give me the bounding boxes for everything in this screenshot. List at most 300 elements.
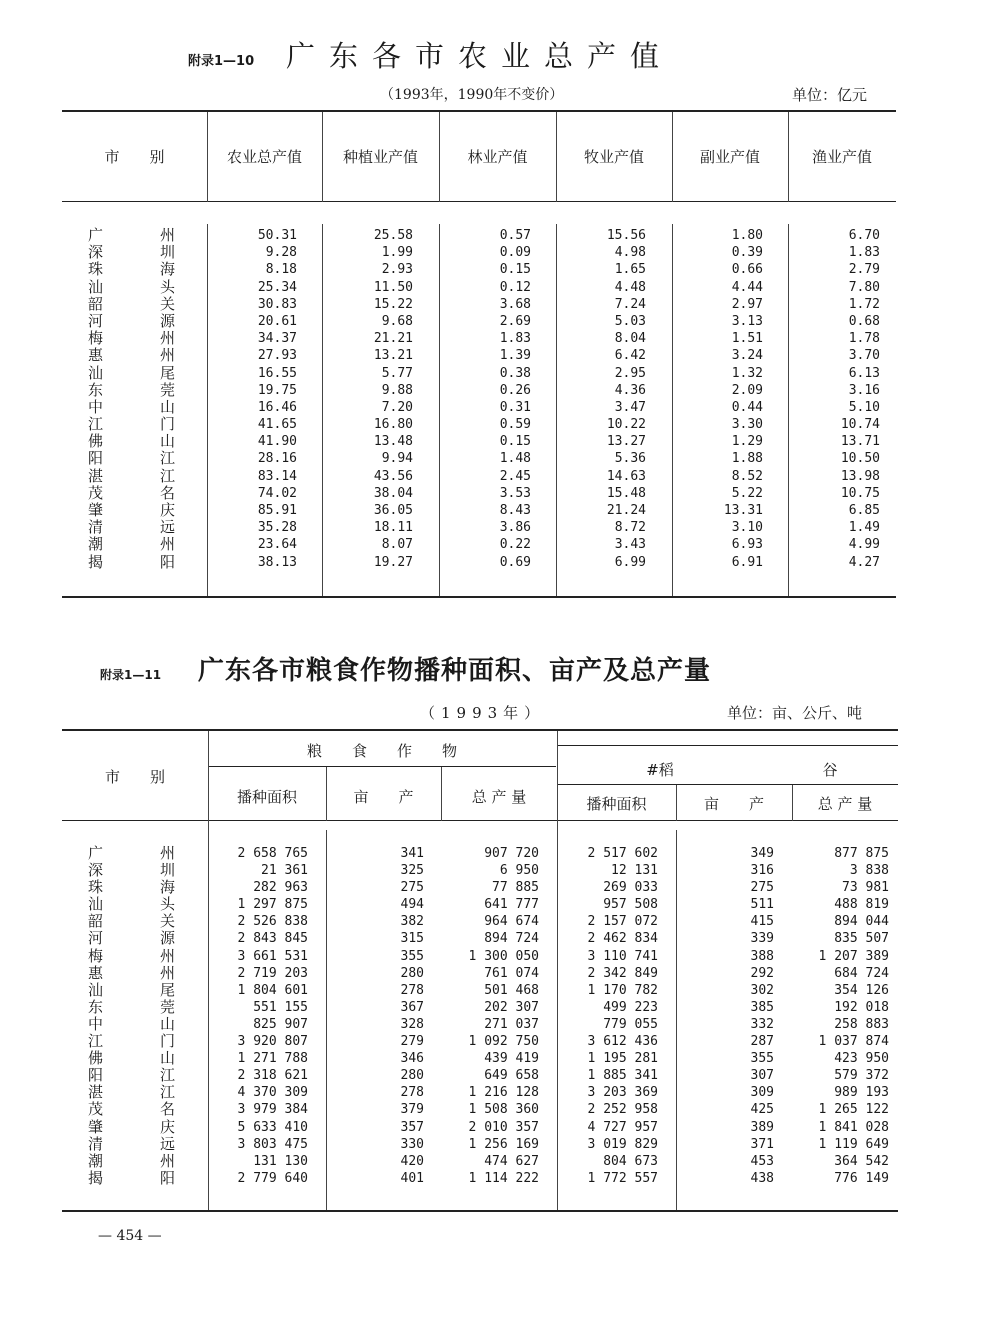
table2-column-rice-output bbox=[792, 845, 889, 1187]
city-char: 门 bbox=[160, 1032, 176, 1051]
table-cell: 3.86 bbox=[499, 520, 531, 536]
table-cell: 488 819 bbox=[834, 897, 889, 913]
table-cell: 1 119 649 bbox=[818, 1136, 889, 1152]
table-cell: 28.16 bbox=[257, 451, 297, 467]
city-char: 山 bbox=[160, 397, 176, 416]
table-cell: 85.91 bbox=[257, 503, 297, 518]
table-cell: 894 724 bbox=[484, 931, 539, 947]
city-char: 珠 bbox=[88, 878, 104, 897]
table-cell: 41.90 bbox=[257, 434, 297, 450]
table-cell: 0.12 bbox=[499, 279, 531, 295]
table2-sub-yield: 亩 产 bbox=[353, 788, 414, 806]
table-cell: 877 875 bbox=[834, 846, 889, 861]
table-cell: 7.20 bbox=[381, 399, 413, 415]
table-cell: 779 055 bbox=[603, 1016, 658, 1032]
table-cell: 1.49 bbox=[848, 520, 880, 536]
table-cell: 15.48 bbox=[606, 485, 646, 501]
table-cell: 2 719 203 bbox=[237, 965, 308, 981]
table-cell: 4.36 bbox=[614, 382, 646, 398]
city-char: 尾 bbox=[160, 980, 176, 999]
table-cell: 1 170 782 bbox=[587, 982, 658, 998]
table-cell: 4.44 bbox=[731, 279, 763, 295]
table-cell: 425 bbox=[750, 1102, 774, 1118]
table-cell: 8.07 bbox=[381, 537, 413, 553]
table-cell: 382 bbox=[400, 914, 424, 930]
city-char: 州 bbox=[160, 844, 176, 862]
table-cell: 1 092 750 bbox=[468, 1034, 539, 1050]
table-cell: 3.43 bbox=[614, 537, 646, 553]
table-cell: 355 bbox=[400, 948, 424, 964]
table-cell: 355 bbox=[750, 1051, 774, 1067]
table-cell: 8.18 bbox=[265, 262, 297, 278]
city-char: 圳 bbox=[160, 861, 176, 880]
table-cell: 761 074 bbox=[484, 965, 539, 981]
table1-city-first-chars bbox=[88, 227, 103, 571]
table-cell: 8.43 bbox=[499, 503, 531, 518]
table-cell: 2.97 bbox=[731, 296, 763, 312]
table2-note: （1993年） bbox=[420, 704, 546, 722]
table2-column-rice-yield bbox=[676, 845, 774, 1187]
table-cell: 10.50 bbox=[840, 451, 880, 467]
city-char: 惠 bbox=[88, 963, 104, 982]
city-char: 佛 bbox=[88, 1049, 104, 1068]
table-cell: 7.24 bbox=[614, 296, 646, 312]
table-cell: 1 265 122 bbox=[818, 1102, 889, 1118]
table-cell: 38.13 bbox=[257, 554, 297, 570]
table-cell: 957 508 bbox=[603, 897, 658, 913]
table-cell: 4 727 957 bbox=[587, 1119, 658, 1135]
city-char: 州 bbox=[160, 346, 176, 365]
table-cell: 0.15 bbox=[499, 262, 531, 278]
table1-header-crop: 种植业产值 bbox=[342, 148, 418, 166]
table-cell: 3 612 436 bbox=[587, 1034, 658, 1050]
table2-subgroup-rule-right bbox=[558, 784, 898, 785]
city-char: 源 bbox=[160, 929, 176, 948]
table-cell: 38.04 bbox=[373, 485, 413, 501]
city-char: 茂 bbox=[88, 1100, 104, 1119]
city-char: 州 bbox=[160, 226, 176, 244]
table-cell: 389 bbox=[750, 1119, 774, 1135]
table-cell: 7.80 bbox=[848, 279, 880, 295]
city-char: 山 bbox=[160, 432, 176, 451]
table-cell: 1 300 050 bbox=[468, 948, 539, 964]
table-cell: 2.69 bbox=[499, 313, 531, 329]
table-cell: 438 bbox=[750, 1170, 774, 1186]
table-cell: 3 838 bbox=[849, 863, 889, 879]
table-cell: 3.30 bbox=[731, 417, 763, 433]
table-cell: 330 bbox=[400, 1136, 424, 1152]
table-cell: 3 203 369 bbox=[587, 1085, 658, 1101]
table-cell: 2.79 bbox=[848, 262, 880, 278]
table-cell: 5.36 bbox=[614, 451, 646, 467]
table-cell: 385 bbox=[750, 999, 774, 1015]
table2-header-rule bbox=[62, 820, 898, 821]
table-cell: 307 bbox=[750, 1068, 774, 1084]
table-cell: 73 981 bbox=[842, 880, 889, 896]
table-cell: 3.70 bbox=[848, 348, 880, 364]
city-char: 州 bbox=[160, 946, 176, 965]
table1-column-crop bbox=[322, 227, 413, 571]
table1-column-forestry bbox=[439, 227, 531, 571]
table-cell: 13.31 bbox=[723, 503, 763, 518]
city-char: 江 bbox=[160, 1066, 176, 1085]
table-cell: 10.22 bbox=[606, 417, 646, 433]
table-cell: 423 950 bbox=[834, 1051, 889, 1067]
table-cell: 1.65 bbox=[614, 262, 646, 278]
table-cell: 21 361 bbox=[261, 863, 308, 879]
table-cell: 3.47 bbox=[614, 399, 646, 415]
table-cell: 0.39 bbox=[731, 245, 763, 261]
table-cell: 8.04 bbox=[614, 331, 646, 347]
table-cell: 415 bbox=[750, 914, 774, 930]
table2-column-grain-output bbox=[441, 845, 539, 1187]
table-cell: 964 674 bbox=[484, 914, 539, 930]
table-cell: 83.14 bbox=[257, 468, 297, 484]
table1-city-second-chars bbox=[160, 227, 175, 571]
table-cell: 579 372 bbox=[834, 1068, 889, 1084]
table-cell: 3.13 bbox=[731, 313, 763, 329]
table-cell: 1.51 bbox=[731, 331, 763, 347]
table-cell: 3 661 531 bbox=[237, 948, 308, 964]
table-cell: 5.10 bbox=[848, 399, 880, 415]
city-char: 庆 bbox=[160, 501, 176, 519]
table-cell: 339 bbox=[750, 931, 774, 947]
table-cell: 2 462 834 bbox=[587, 931, 658, 947]
table2-sub-area: 播种面积 bbox=[236, 788, 297, 806]
table-cell: 1.29 bbox=[731, 434, 763, 450]
table-cell: 275 bbox=[750, 880, 774, 896]
table1-header-city: 市 别 bbox=[104, 148, 165, 166]
city-char: 潮 bbox=[88, 1151, 104, 1170]
city-char: 州 bbox=[160, 1151, 176, 1170]
table1-header-livestock: 牧业产值 bbox=[583, 148, 644, 166]
city-char: 茂 bbox=[88, 483, 104, 502]
table-cell: 13.21 bbox=[373, 348, 413, 364]
city-char: 尾 bbox=[160, 363, 176, 382]
table-cell: 34.37 bbox=[257, 331, 297, 347]
table-cell: 825 907 bbox=[253, 1016, 308, 1032]
table-cell: 6.13 bbox=[848, 365, 880, 381]
table1-column-fishery bbox=[788, 227, 880, 571]
table2-sub-output: 总 产 量 bbox=[471, 788, 527, 806]
table1-header-total: 农业总产值 bbox=[226, 148, 302, 166]
city-char: 江 bbox=[88, 1032, 104, 1051]
table-cell: 271 037 bbox=[484, 1016, 539, 1032]
city-char: 肇 bbox=[88, 501, 104, 519]
table-cell: 453 bbox=[750, 1153, 774, 1169]
table1-note: （1993年，1990年不变价） bbox=[380, 87, 564, 103]
table-cell: 275 bbox=[400, 880, 424, 896]
table1-prefix: 附录1—10 bbox=[188, 54, 255, 69]
table-cell: 1.99 bbox=[381, 245, 413, 261]
table-cell: 14.63 bbox=[606, 468, 646, 484]
table-cell: 804 673 bbox=[603, 1153, 658, 1169]
table-cell: 23.64 bbox=[257, 537, 297, 553]
city-char: 潮 bbox=[88, 535, 104, 554]
city-char: 珠 bbox=[88, 260, 104, 279]
table-cell: 1 297 875 bbox=[237, 897, 308, 913]
table-cell: 35.28 bbox=[257, 520, 297, 536]
table-cell: 25.34 bbox=[257, 279, 297, 295]
table-cell: 4.99 bbox=[848, 537, 880, 553]
table-cell: 551 155 bbox=[253, 999, 308, 1015]
table-cell: 3.53 bbox=[499, 485, 531, 501]
table-cell: 280 bbox=[400, 1068, 424, 1084]
table2-title: 广东各市粮食作物播种面积、亩产及总产量 bbox=[198, 656, 712, 686]
city-char: 汕 bbox=[88, 895, 104, 914]
page-number: — 454 — bbox=[98, 1228, 162, 1244]
table-cell: 0.44 bbox=[731, 399, 763, 415]
city-char: 阳 bbox=[88, 1066, 104, 1085]
city-char: 远 bbox=[160, 1134, 176, 1153]
city-char: 名 bbox=[160, 483, 176, 502]
table-cell: 27.93 bbox=[257, 348, 297, 364]
city-char: 阳 bbox=[160, 1168, 176, 1187]
table-cell: 1 508 360 bbox=[468, 1102, 539, 1118]
table-cell: 19.27 bbox=[373, 554, 413, 570]
table-cell: 0.15 bbox=[499, 434, 531, 450]
city-char: 佛 bbox=[88, 432, 104, 451]
table-cell: 2 779 640 bbox=[237, 1170, 308, 1186]
table-cell: 989 193 bbox=[834, 1085, 889, 1101]
table-cell: 5.22 bbox=[731, 485, 763, 501]
table-cell: 287 bbox=[750, 1034, 774, 1050]
city-char: 汕 bbox=[88, 277, 104, 296]
city-char: 莞 bbox=[160, 380, 176, 399]
table-cell: 1.48 bbox=[499, 451, 531, 467]
table-cell: 364 542 bbox=[834, 1153, 889, 1169]
city-char: 山 bbox=[160, 1049, 176, 1068]
table-cell: 21.21 bbox=[373, 331, 413, 347]
table-cell: 2 252 958 bbox=[587, 1102, 658, 1118]
city-char: 韶 bbox=[88, 294, 104, 313]
table2-sub-rice-output: 总 产 量 bbox=[817, 795, 873, 813]
table-cell: 15.56 bbox=[606, 228, 646, 243]
table-cell: 371 bbox=[750, 1136, 774, 1152]
table-cell: 278 bbox=[400, 1085, 424, 1101]
table-cell: 1 841 028 bbox=[818, 1119, 889, 1135]
table-cell: 0.22 bbox=[499, 537, 531, 553]
table-cell: 2 318 621 bbox=[237, 1068, 308, 1084]
table-cell: 2.95 bbox=[614, 365, 646, 381]
table-cell: 10.74 bbox=[840, 417, 880, 433]
city-char: 山 bbox=[160, 1014, 176, 1033]
table-cell: 0.38 bbox=[499, 365, 531, 381]
table-cell: 3.16 bbox=[848, 382, 880, 398]
city-char: 关 bbox=[160, 294, 176, 313]
table2-column-grain-yield bbox=[326, 845, 424, 1187]
table-cell: 439 419 bbox=[484, 1051, 539, 1067]
table-cell: 5.03 bbox=[614, 313, 646, 329]
table-cell: 3.24 bbox=[731, 348, 763, 364]
table-cell: 5.77 bbox=[381, 365, 413, 381]
table-cell: 341 bbox=[400, 846, 424, 861]
table-cell: 6.93 bbox=[731, 537, 763, 553]
city-char: 关 bbox=[160, 912, 176, 931]
table-cell: 2 843 845 bbox=[237, 931, 308, 947]
table-cell: 1.83 bbox=[848, 245, 880, 261]
table-cell: 13.71 bbox=[840, 434, 880, 450]
table-cell: 3 803 475 bbox=[237, 1136, 308, 1152]
table2-prefix: 附录1—11 bbox=[100, 668, 162, 682]
table-cell: 8.72 bbox=[614, 520, 646, 536]
city-char: 远 bbox=[160, 518, 176, 537]
table1-column-sideline bbox=[672, 227, 763, 571]
city-char: 州 bbox=[160, 963, 176, 982]
table-cell: 8.52 bbox=[731, 468, 763, 484]
table1-title: 广东各市农业总产值 bbox=[286, 39, 674, 73]
table-cell: 354 126 bbox=[834, 982, 889, 998]
table-cell: 6.99 bbox=[614, 554, 646, 570]
table1-header-sideline: 副业产值 bbox=[699, 148, 760, 166]
table-cell: 315 bbox=[400, 931, 424, 947]
table2-header-grain: 粮 食 作 物 bbox=[306, 742, 457, 760]
city-char: 广 bbox=[88, 844, 104, 862]
table2-sub-rice-area: 播种面积 bbox=[586, 795, 647, 813]
table-cell: 16.80 bbox=[373, 417, 413, 433]
table-cell: 1 885 341 bbox=[587, 1068, 658, 1084]
city-char: 清 bbox=[88, 1134, 104, 1153]
table-cell: 420 bbox=[400, 1153, 424, 1169]
table-cell: 43.56 bbox=[373, 468, 413, 484]
table-cell: 0.59 bbox=[499, 417, 531, 433]
city-char: 深 bbox=[88, 243, 104, 262]
table-cell: 332 bbox=[750, 1016, 774, 1032]
table-cell: 499 223 bbox=[603, 999, 658, 1015]
table-cell: 1.78 bbox=[848, 331, 880, 347]
table-cell: 3 920 807 bbox=[237, 1034, 308, 1050]
city-char: 肇 bbox=[88, 1117, 104, 1136]
table-cell: 2 517 602 bbox=[587, 846, 658, 861]
city-char: 门 bbox=[160, 415, 176, 434]
table-cell: 6.91 bbox=[731, 554, 763, 570]
table-cell: 1 216 128 bbox=[468, 1085, 539, 1101]
city-char: 源 bbox=[160, 311, 176, 330]
table-cell: 258 883 bbox=[834, 1016, 889, 1032]
table-cell: 202 307 bbox=[484, 999, 539, 1015]
city-char: 州 bbox=[160, 329, 176, 348]
table-cell: 1.83 bbox=[499, 331, 531, 347]
table-cell: 684 724 bbox=[834, 965, 889, 981]
table-cell: 2 157 072 bbox=[587, 914, 658, 930]
table-cell: 3.10 bbox=[731, 520, 763, 536]
table-cell: 2 010 357 bbox=[468, 1119, 539, 1135]
table2-unit: 单位：亩、公斤、吨 bbox=[727, 704, 863, 722]
city-char: 庆 bbox=[160, 1117, 176, 1136]
table-cell: 2.09 bbox=[731, 382, 763, 398]
table-cell: 0.31 bbox=[499, 399, 531, 415]
city-char: 汕 bbox=[88, 980, 104, 999]
table-cell: 1 207 389 bbox=[818, 948, 889, 964]
city-char: 湛 bbox=[88, 1083, 104, 1102]
table1-column-total bbox=[207, 227, 297, 571]
table-cell: 16.55 bbox=[257, 365, 297, 381]
table2-group-rule-left bbox=[208, 766, 556, 767]
table-cell: 0.66 bbox=[731, 262, 763, 278]
table-cell: 367 bbox=[400, 999, 424, 1015]
table-cell: 2 526 838 bbox=[237, 914, 308, 930]
table1-header-rule bbox=[62, 201, 896, 202]
city-char: 海 bbox=[160, 260, 176, 279]
table-cell: 13.48 bbox=[373, 434, 413, 450]
city-char: 中 bbox=[88, 397, 104, 416]
table-cell: 16.46 bbox=[257, 399, 297, 415]
city-char: 深 bbox=[88, 861, 104, 880]
city-char: 阳 bbox=[88, 449, 104, 468]
city-char: 清 bbox=[88, 518, 104, 537]
city-char: 东 bbox=[88, 997, 104, 1016]
table-cell: 25.58 bbox=[373, 228, 413, 243]
city-char: 阳 bbox=[160, 552, 176, 571]
table-cell: 13.98 bbox=[840, 468, 880, 484]
table1-header-fishery: 渔业产值 bbox=[811, 148, 872, 166]
city-char: 河 bbox=[88, 311, 104, 330]
table-cell: 346 bbox=[400, 1051, 424, 1067]
table-cell: 357 bbox=[400, 1119, 424, 1135]
table-cell: 50.31 bbox=[257, 228, 297, 243]
table1-bottom-rule bbox=[62, 596, 896, 598]
city-char: 惠 bbox=[88, 346, 104, 365]
table1-column-livestock bbox=[556, 227, 646, 571]
city-char: 梅 bbox=[88, 329, 104, 348]
table-cell: 649 658 bbox=[484, 1068, 539, 1084]
city-char: 头 bbox=[160, 895, 176, 914]
city-char: 江 bbox=[88, 415, 104, 434]
table2-city-second-chars bbox=[160, 845, 175, 1187]
city-char: 江 bbox=[160, 1083, 176, 1102]
table2-group-rule-right bbox=[558, 745, 898, 746]
table-cell: 379 bbox=[400, 1102, 424, 1118]
table-cell: 6 950 bbox=[499, 863, 539, 879]
city-char: 头 bbox=[160, 277, 176, 296]
table-cell: 18.11 bbox=[373, 520, 413, 536]
table2-column-rice-area bbox=[557, 845, 658, 1187]
table-cell: 30.83 bbox=[257, 296, 297, 312]
table-cell: 0.68 bbox=[848, 313, 880, 329]
table-cell: 0.26 bbox=[499, 382, 531, 398]
table-cell: 6.42 bbox=[614, 348, 646, 364]
table-cell: 1.80 bbox=[731, 228, 763, 243]
table-cell: 278 bbox=[400, 982, 424, 998]
table-cell: 474 627 bbox=[484, 1153, 539, 1169]
city-char: 东 bbox=[88, 380, 104, 399]
table-cell: 309 bbox=[750, 1085, 774, 1101]
table-cell: 2.93 bbox=[381, 262, 413, 278]
table-cell: 1.72 bbox=[848, 296, 880, 312]
table-cell: 269 033 bbox=[603, 880, 658, 896]
table-cell: 1.39 bbox=[499, 348, 531, 364]
table-cell: 328 bbox=[400, 1016, 424, 1032]
table-cell: 2.45 bbox=[499, 468, 531, 484]
table-cell: 292 bbox=[750, 965, 774, 981]
table2-header-rice-right: 谷 bbox=[822, 761, 838, 779]
city-char: 揭 bbox=[88, 552, 104, 571]
table1-top-rule bbox=[62, 110, 896, 112]
city-char: 州 bbox=[160, 535, 176, 554]
table-cell: 2 658 765 bbox=[237, 846, 308, 861]
city-char: 梅 bbox=[88, 946, 104, 965]
table-cell: 4 370 309 bbox=[237, 1085, 308, 1101]
table-cell: 0.57 bbox=[499, 228, 531, 243]
table-cell: 10.75 bbox=[840, 485, 880, 501]
table-cell: 13.27 bbox=[606, 434, 646, 450]
table1-header-forestry: 林业产值 bbox=[467, 148, 528, 166]
table-cell: 192 018 bbox=[834, 999, 889, 1015]
table-cell: 12 131 bbox=[611, 863, 658, 879]
table-cell: 325 bbox=[400, 863, 424, 879]
table-cell: 4.27 bbox=[848, 554, 880, 570]
table-cell: 776 149 bbox=[834, 1170, 889, 1186]
